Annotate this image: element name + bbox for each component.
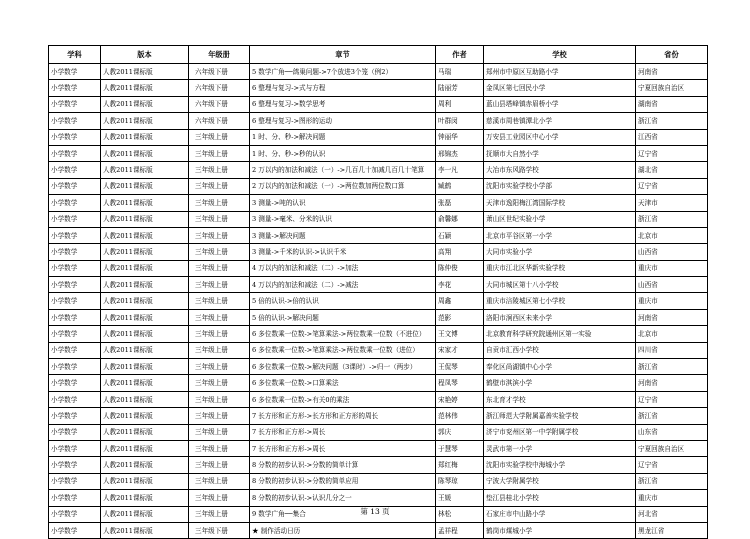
cell-edition: 人教2011课标版 — [101, 424, 189, 440]
table-row — [49, 178, 708, 194]
cell-school: 重庆市江北区华新实验学校 — [484, 260, 636, 276]
cell-edition: 人教2011课标版 — [101, 522, 189, 538]
cell-author: 王媛 — [436, 490, 484, 506]
table-row — [49, 64, 708, 80]
cell-edition: 人教2011课标版 — [101, 80, 189, 96]
cell-province: 北京市 — [636, 326, 708, 342]
cell-province: 湖南省 — [636, 96, 708, 112]
cell-chapter: 6 整理与复习->数学思考 — [250, 96, 436, 112]
cell-grade: 六年级下册 — [189, 96, 250, 112]
cell-edition: 人教2011课标版 — [101, 375, 189, 391]
cell-province: 黑龙江省 — [636, 522, 708, 538]
cell-subject: 小学数学 — [49, 408, 101, 424]
table-row — [49, 162, 708, 178]
cell-subject: 小学数学 — [49, 64, 101, 80]
table-container — [48, 45, 707, 539]
cell-edition: 人教2011课标版 — [101, 244, 189, 260]
cell-province: 河南省 — [636, 309, 708, 325]
cell-edition: 人教2011课标版 — [101, 129, 189, 145]
cell-chapter: 2 万以内的加法和减法（一）->两位数加两位数口算 — [250, 178, 436, 194]
cell-subject: 小学数学 — [49, 342, 101, 358]
cell-chapter: 7 长方形和正方形->周长 — [250, 440, 436, 456]
cell-school: 浙江师范大学附属嘉善实验学校 — [484, 408, 636, 424]
cell-subject: 小学数学 — [49, 244, 101, 260]
cell-author: 周鑫 — [436, 293, 484, 309]
cell-school: 鹤岗市煤城小学 — [484, 522, 636, 538]
table-row — [49, 391, 708, 407]
cell-grade: 三年级上册 — [189, 342, 250, 358]
cell-chapter: 6 多位数乘一位数->有关0的乘法 — [250, 391, 436, 407]
cell-province: 辽宁省 — [636, 145, 708, 161]
cell-grade: 三年级上册 — [189, 424, 250, 440]
cell-chapter: 3 测量->毫米、分米的认识 — [250, 211, 436, 227]
cell-edition: 人教2011课标版 — [101, 473, 189, 489]
cell-chapter: 8 分数的初步认识->分数的简单计算 — [250, 457, 436, 473]
header-province: 省份 — [636, 46, 708, 64]
cell-school: 慈溪市周巷镇潭北小学 — [484, 113, 636, 129]
cell-chapter: 3 测量->千米的认识->认识千米 — [250, 244, 436, 260]
cell-author: 周利 — [436, 96, 484, 112]
cell-author: 陈琴琼 — [436, 473, 484, 489]
cell-grade: 三年级上册 — [189, 391, 250, 407]
cell-chapter: 8 分数的初步认识->分数的简单应用 — [250, 473, 436, 489]
cell-chapter: 7 长方形和正方形->周长 — [250, 424, 436, 440]
cell-edition: 人教2011课标版 — [101, 359, 189, 375]
cell-chapter: 4 万以内的加法和减法（二）->减法 — [250, 277, 436, 293]
cell-grade: 三年级上册 — [189, 408, 250, 424]
header-grade: 年级册 — [189, 46, 250, 64]
cell-grade: 三年级上册 — [189, 195, 250, 211]
cell-subject: 小学数学 — [49, 277, 101, 293]
cell-subject: 小学数学 — [49, 162, 101, 178]
cell-grade: 三年级上册 — [189, 227, 250, 243]
cell-chapter: 7 长方形和正方形->长方形和正方形的周长 — [250, 408, 436, 424]
cell-grade: 三年级上册 — [189, 473, 250, 489]
cell-province: 江西省 — [636, 129, 708, 145]
cell-edition: 人教2011课标版 — [101, 211, 189, 227]
cell-province: 浙江省 — [636, 473, 708, 489]
cell-author: 邢锦杰 — [436, 145, 484, 161]
cell-chapter: 9 数学广角──集合 — [250, 506, 436, 522]
cell-author: 张磊 — [436, 195, 484, 211]
cell-grade: 三年级上册 — [189, 277, 250, 293]
cell-edition: 人教2011课标版 — [101, 490, 189, 506]
cell-school: 蓝山县塔峰镇赤眉桥小学 — [484, 96, 636, 112]
cell-grade: 三年级上册 — [189, 375, 250, 391]
cell-edition: 人教2011课标版 — [101, 227, 189, 243]
cell-province: 宁夏回族自治区 — [636, 440, 708, 456]
cell-province: 北京市 — [636, 227, 708, 243]
cell-grade: 三年级上册 — [189, 490, 250, 506]
cell-grade: 三年级上册 — [189, 440, 250, 456]
cell-subject: 小学数学 — [49, 227, 101, 243]
header-school: 学校 — [484, 46, 636, 64]
cell-school: 郑州市中原区互助路小学 — [484, 64, 636, 80]
cell-subject: 小学数学 — [49, 260, 101, 276]
cell-province: 河南省 — [636, 64, 708, 80]
cell-province: 浙江省 — [636, 359, 708, 375]
cell-edition: 人教2011课标版 — [101, 457, 189, 473]
cell-province: 宁夏回族自治区 — [636, 80, 708, 96]
cell-province: 浙江省 — [636, 408, 708, 424]
page-number: 第 13 页 — [360, 507, 390, 516]
cell-edition: 人教2011课标版 — [101, 440, 189, 456]
cell-school: 萧山区世纪实验小学 — [484, 211, 636, 227]
table-row — [49, 244, 708, 260]
cell-grade: 三年级下册 — [189, 522, 250, 538]
cell-chapter: 5 倍的认识->倍的认识 — [250, 293, 436, 309]
cell-chapter: 3 测量->吨的认识 — [250, 195, 436, 211]
cell-chapter: 6 多位数乘一位数->笔算乘法->两位数乘一位数（不进位） — [250, 326, 436, 342]
cell-chapter: 3 测量->解决问题 — [250, 227, 436, 243]
table-row — [49, 375, 708, 391]
cell-grade: 六年级下册 — [189, 64, 250, 80]
table-body — [49, 64, 708, 539]
cell-chapter: 1 时、分、秒->秒的认识 — [250, 145, 436, 161]
cell-grade: 三年级上册 — [189, 506, 250, 522]
cell-edition: 人教2011课标版 — [101, 293, 189, 309]
cell-author: 陆丽芳 — [436, 80, 484, 96]
table-row — [49, 227, 708, 243]
cell-school: 鹤壁市淇滨小学 — [484, 375, 636, 391]
cell-author: 范影 — [436, 309, 484, 325]
table-row — [49, 342, 708, 358]
cell-grade: 三年级上册 — [189, 260, 250, 276]
table-row — [49, 195, 708, 211]
header-author: 作者 — [436, 46, 484, 64]
table-row — [49, 326, 708, 342]
cell-chapter: 6 多位数乘一位数->笔算乘法->两位数乘一位数（进位） — [250, 342, 436, 358]
table-row — [49, 113, 708, 129]
cell-chapter: 6 多位数乘一位数->口算乘法 — [250, 375, 436, 391]
cell-school: 大同市城区第十八小学校 — [484, 277, 636, 293]
cell-school: 大同市实验小学 — [484, 244, 636, 260]
table-row — [49, 457, 708, 473]
cell-chapter: 6 整理与复习->式与方程 — [250, 80, 436, 96]
cell-school: 沈阳市实验学校中海城小学 — [484, 457, 636, 473]
table-row — [49, 277, 708, 293]
cell-author: 宋家才 — [436, 342, 484, 358]
cell-school: 灵武市第一小学 — [484, 440, 636, 456]
cell-author: 臧鹤 — [436, 178, 484, 194]
table-row — [49, 359, 708, 375]
cell-province: 浙江省 — [636, 113, 708, 129]
table-row — [49, 260, 708, 276]
header-edition: 版本 — [101, 46, 189, 64]
cell-author: 范林伟 — [436, 408, 484, 424]
cell-grade: 三年级上册 — [189, 359, 250, 375]
cell-school: 北京教育科学研究院通州区第一实验 — [484, 326, 636, 342]
cell-subject: 小学数学 — [49, 129, 101, 145]
cell-author: 钟丽华 — [436, 129, 484, 145]
table-row — [49, 129, 708, 145]
cell-edition: 人教2011课标版 — [101, 145, 189, 161]
cell-school: 济宁市兖州区第一中学附属学校 — [484, 424, 636, 440]
cell-subject: 小学数学 — [49, 145, 101, 161]
cell-chapter: 6 多位数乘一位数->解决问题（3课时）->归一（两步） — [250, 359, 436, 375]
cell-subject: 小学数学 — [49, 113, 101, 129]
cell-grade: 三年级上册 — [189, 145, 250, 161]
cell-grade: 三年级上册 — [189, 293, 250, 309]
cell-author: 郭庆 — [436, 424, 484, 440]
cell-grade: 三年级上册 — [189, 211, 250, 227]
cell-province: 辽宁省 — [636, 391, 708, 407]
table-row — [49, 211, 708, 227]
cell-edition: 人教2011课标版 — [101, 162, 189, 178]
cell-school: 大冶市东风路学校 — [484, 162, 636, 178]
cell-province: 辽宁省 — [636, 178, 708, 194]
cell-chapter: 2 万以内的加法和减法（一）->几百几十加减几百几十笔算 — [250, 162, 436, 178]
cell-chapter: 5 数学广角──鸽巢问题->7个放进3个笼（例2） — [250, 64, 436, 80]
cell-school: 金凤区第七回民小学 — [484, 80, 636, 96]
table-row — [49, 408, 708, 424]
cell-edition: 人教2011课标版 — [101, 391, 189, 407]
cell-province: 浙江省 — [636, 211, 708, 227]
cell-author: 郑红梅 — [436, 457, 484, 473]
cell-school: 洛阳市涧西区未来小学 — [484, 309, 636, 325]
cell-school: 石家庄市中山路小学 — [484, 506, 636, 522]
cell-author: 孟祥程 — [436, 522, 484, 538]
cell-subject: 小学数学 — [49, 424, 101, 440]
cell-edition: 人教2011课标版 — [101, 342, 189, 358]
cell-province: 重庆市 — [636, 293, 708, 309]
cell-province: 重庆市 — [636, 260, 708, 276]
cell-author: 于慧琴 — [436, 440, 484, 456]
cell-subject: 小学数学 — [49, 506, 101, 522]
cell-edition: 人教2011课标版 — [101, 195, 189, 211]
cell-subject: 小学数学 — [49, 96, 101, 112]
cell-school: 北京市平谷区第一小学 — [484, 227, 636, 243]
cell-province: 重庆市 — [636, 490, 708, 506]
cell-subject: 小学数学 — [49, 326, 101, 342]
cell-author: 马瑞 — [436, 64, 484, 80]
cell-grade: 六年级下册 — [189, 80, 250, 96]
cell-grade: 三年级上册 — [189, 162, 250, 178]
cell-chapter: 8 分数的初步认识->认识几分之一 — [250, 490, 436, 506]
cell-grade: 三年级上册 — [189, 457, 250, 473]
cell-province: 山西省 — [636, 244, 708, 260]
cell-chapter: 6 整理与复习->图形的运动 — [250, 113, 436, 129]
cell-subject: 小学数学 — [49, 80, 101, 96]
cell-author: 李花 — [436, 277, 484, 293]
cell-school: 自贡市汇西小学校 — [484, 342, 636, 358]
cell-chapter: 4 万以内的加法和减法（二）->加法 — [250, 260, 436, 276]
cell-province: 天津市 — [636, 195, 708, 211]
cell-author: 陈仲俊 — [436, 260, 484, 276]
cell-subject: 小学数学 — [49, 473, 101, 489]
cell-edition: 人教2011课标版 — [101, 408, 189, 424]
cell-subject: 小学数学 — [49, 457, 101, 473]
cell-grade: 三年级上册 — [189, 309, 250, 325]
cell-grade: 三年级上册 — [189, 129, 250, 145]
header-subject: 学科 — [49, 46, 101, 64]
cell-school: 天津市逸阳梅江湾国际学校 — [484, 195, 636, 211]
cell-subject: 小学数学 — [49, 359, 101, 375]
cell-grade: 三年级上册 — [189, 326, 250, 342]
cell-author: 宋艳婷 — [436, 391, 484, 407]
cell-province: 河北省 — [636, 506, 708, 522]
cell-subject: 小学数学 — [49, 178, 101, 194]
cell-subject: 小学数学 — [49, 375, 101, 391]
data-table — [48, 45, 708, 539]
cell-subject: 小学数学 — [49, 293, 101, 309]
cell-edition: 人教2011课标版 — [101, 64, 189, 80]
table-row — [49, 145, 708, 161]
cell-subject: 小学数学 — [49, 195, 101, 211]
cell-grade: 六年级下册 — [189, 113, 250, 129]
cell-chapter: 5 倍的认识->解决问题 — [250, 309, 436, 325]
cell-author: 李一凡 — [436, 162, 484, 178]
cell-subject: 小学数学 — [49, 522, 101, 538]
cell-province: 山东省 — [636, 424, 708, 440]
table-row — [49, 440, 708, 456]
cell-subject: 小学数学 — [49, 440, 101, 456]
cell-edition: 人教2011课标版 — [101, 113, 189, 129]
cell-subject: 小学数学 — [49, 211, 101, 227]
cell-subject: 小学数学 — [49, 309, 101, 325]
cell-grade: 三年级上册 — [189, 178, 250, 194]
cell-province: 辽宁省 — [636, 457, 708, 473]
cell-school: 宁波大学附属学校 — [484, 473, 636, 489]
cell-author: 叶群闵 — [436, 113, 484, 129]
cell-school: 重庆市涪陵城区第七小学校 — [484, 293, 636, 309]
cell-subject: 小学数学 — [49, 490, 101, 506]
table-row — [49, 80, 708, 96]
cell-author: 王侃琴 — [436, 359, 484, 375]
table-row — [49, 96, 708, 112]
cell-chapter: ★ 制作活动日历 — [250, 522, 436, 538]
cell-school: 垫江县桂北小学校 — [484, 490, 636, 506]
cell-chapter: 1 时、分、秒->解决问题 — [250, 129, 436, 145]
header-chapter: 章节 — [250, 46, 436, 64]
table-row — [49, 309, 708, 325]
cell-edition: 人教2011课标版 — [101, 326, 189, 342]
cell-author: 石颖 — [436, 227, 484, 243]
cell-edition: 人教2011课标版 — [101, 277, 189, 293]
cell-school: 抚顺市大自然小学 — [484, 145, 636, 161]
cell-author: 俞馨娜 — [436, 211, 484, 227]
cell-province: 山西省 — [636, 277, 708, 293]
table-row — [49, 424, 708, 440]
cell-province: 四川省 — [636, 342, 708, 358]
cell-school: 奉化区尚湖镇中心小学 — [484, 359, 636, 375]
cell-school: 万安县工业园区中心小学 — [484, 129, 636, 145]
cell-school: 东北育才学校 — [484, 391, 636, 407]
cell-edition: 人教2011课标版 — [101, 178, 189, 194]
cell-author: 程凤琴 — [436, 375, 484, 391]
cell-province: 湖北省 — [636, 162, 708, 178]
cell-author: 王文博 — [436, 326, 484, 342]
cell-subject: 小学数学 — [49, 391, 101, 407]
cell-school: 沈阳市实验学校小学部 — [484, 178, 636, 194]
cell-edition: 人教2011课标版 — [101, 506, 189, 522]
cell-grade: 三年级上册 — [189, 244, 250, 260]
cell-province: 河南省 — [636, 375, 708, 391]
table-row — [49, 490, 708, 506]
table-row — [49, 473, 708, 489]
table-row — [49, 293, 708, 309]
table-header-row — [49, 46, 708, 64]
cell-edition: 人教2011课标版 — [101, 309, 189, 325]
cell-edition: 人教2011课标版 — [101, 96, 189, 112]
cell-author: 林松 — [436, 506, 484, 522]
cell-author: 高翔 — [436, 244, 484, 260]
cell-edition: 人教2011课标版 — [101, 260, 189, 276]
